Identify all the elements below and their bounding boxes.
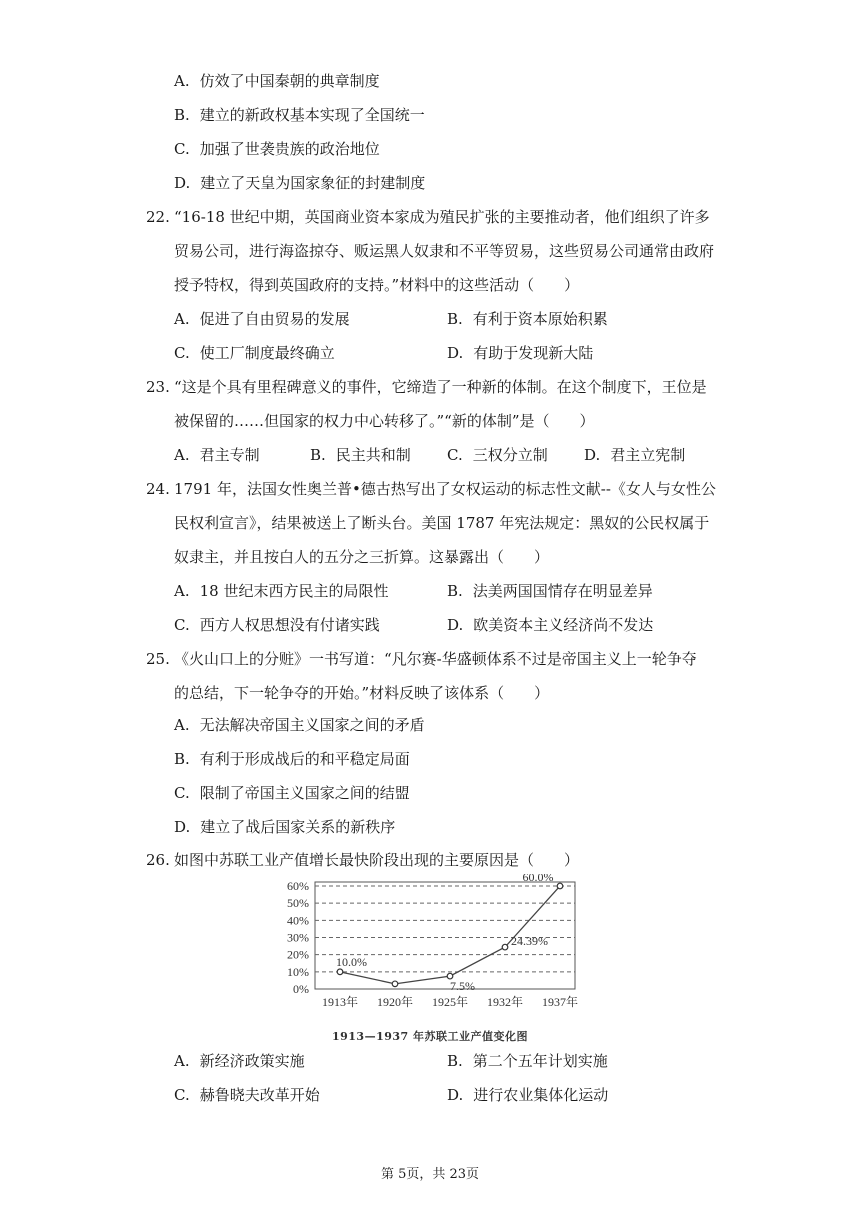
q24-option-a: A. 18 世纪末西方民主的局限性 [174,582,389,600]
q25-option-a-text: 无法解决帝国主义国家之间的矛盾 [199,716,425,734]
q21-option-c-text: 加强了世袭贵族的政治地位 [199,140,380,158]
q22-option-a-text: 促进了自由贸易的发展 [199,310,350,328]
chart-x-tick-label: 1920年 [376,995,414,1009]
q23-option-b: B. 民主共和制 [310,446,411,464]
chart-x-tick-label: 1937年 [541,995,579,1009]
chart-data-point [392,981,398,987]
industrial-output-line-chart [270,874,590,1024]
q21-option-d: D. 建立了天皇为国家象征的封建制度 [174,174,426,192]
q21-option-a-text: 仿效了中国秦朝的典章制度 [199,72,380,90]
q24-option-c-text: 西方人权思想没有付诸实践 [199,616,380,634]
q21-option-c: C. 加强了世袭贵族的政治地位 [174,140,380,158]
q24-option-b: B. 法美两国国情存在明显差异 [447,582,653,600]
q25-number: 25. [146,650,170,668]
q22-option-c: C. 使工厂制度最终确立 [174,344,335,362]
q25-stem-line: 的总结，下一轮争夺的开始。”材料反映了该体系（ ） [174,684,550,702]
chart-y-tick-label: 10% [287,964,309,979]
q22-stem-line: “16-18 世纪中期，英国商业资本家成为殖民扩张的主要推动者，他们组织了许多 [174,208,710,226]
q23-option-b-text: 民主共和制 [335,446,411,464]
q21-option-b: B. 建立的新政权基本实现了全国统一 [174,106,425,124]
q22-stem-line: 授予特权，得到英国政府的支持。”材料中的这些活动（ ） [174,276,580,294]
q21-option-a: A. 仿效了中国秦朝的典章制度 [174,72,380,90]
q24-stem-line: 奴隶主，并且按白人的五分之三折算。这暴露出（ ） [174,548,550,566]
chart-x-tick-label: 1932年 [486,995,524,1009]
q26-option-a: A. 新经济政策实施 [174,1052,305,1070]
q25-option-b-text: 有利于形成战后的和平稳定局面 [199,750,410,768]
q22-option-b-text: 有利于资本原始积累 [472,310,608,328]
q21-option-b-text: 建立的新政权基本实现了全国统一 [199,106,425,124]
q23-option-d-text: 君主立宪制 [610,446,686,464]
q25-option-d: D. 建立了战后国家关系的新秩序 [174,818,396,836]
chart-data-label: 10.0% [336,954,367,969]
q25-option-c-text: 限制了帝国主义国家之间的结盟 [199,784,410,802]
chart-data-label: 7.5% [450,979,475,994]
q23-stem-line: 被保留的……但国家的权力中心转移了。”“新的体制”是（ ） [174,412,595,430]
q25-option-b: B. 有利于形成战后的和平稳定局面 [174,750,410,768]
q25-option-a: A. 无法解决帝国主义国家之间的矛盾 [174,716,425,734]
q23-option-c: C. 三权分立制 [447,446,548,464]
chart-data-label: 60.0% [522,874,554,884]
q22-option-c-text: 使工厂制度最终确立 [199,344,335,362]
q26-stem-line: 如图中苏联工业产值增长最快阶段出现的主要原因是（ ） [174,851,580,869]
q26-option-b: B. 第二个五年计划实施 [447,1052,608,1070]
q24-option-a-text: 18 世纪末西方民主的局限性 [199,582,389,600]
q24-stem-line: 1791 年，法国女性奥兰普•德古热写出了女权运动的标志性文献--《女人与女性公 [174,480,716,498]
q23-stem-line: “这是个具有里程碑意义的事件，它缔造了一种新的体制。在这个制度下，王位是 [174,378,707,396]
chart-data-point [502,944,508,950]
q22-option-d: D. 有助于发现新大陆 [447,344,594,362]
q23-option-c-text: 三权分立制 [472,446,548,464]
q24-option-d: D. 欧美资本主义经济尚不发达 [447,616,654,634]
q26-option-a-text: 新经济政策实施 [199,1052,305,1070]
q25-option-c: C. 限制了帝国主义国家之间的结盟 [174,784,410,802]
q22-number: 22. [146,208,170,226]
chart-data-point [337,969,343,975]
chart-y-tick-label: 40% [287,913,309,928]
q22-option-a: A. 促进了自由贸易的发展 [174,310,350,328]
chart-y-tick-label: 0% [293,982,309,996]
chart-data-point [557,883,563,889]
q24-number: 24. [146,480,170,498]
q24-option-c: C. 西方人权思想没有付诸实践 [174,616,380,634]
q24-option-d-text: 欧美资本主义经济尚不发达 [473,616,654,634]
chart-data-label: 24.39% [511,934,548,949]
chart-y-tick-label: 20% [287,947,309,962]
q26-option-c: C. 赫鲁晓夫改革开始 [174,1086,320,1104]
q24-option-b-text: 法美两国国情存在明显差异 [472,582,653,600]
q26-option-d-text: 进行农业集体化运动 [473,1086,609,1104]
chart-caption: 1913—1937 年苏联工业产值变化图 [331,1030,529,1043]
q25-option-d-text: 建立了战后国家关系的新秩序 [200,818,396,836]
chart-y-tick-label: 30% [287,930,309,945]
q24-stem-line: 民权利宣言》，结果被送上了断头台。美国 1787 年宪法规定：黑奴的公民权属于 [174,514,710,532]
chart-y-tick-label: 60% [287,879,309,893]
chart-x-tick-label: 1913年 [321,995,359,1009]
q26-option-b-text: 第二个五年计划实施 [472,1052,608,1070]
q23-number: 23. [146,378,170,396]
q23-option-d: D. 君主立宪制 [584,446,686,464]
q26-option-c-text: 赫鲁晓夫改革开始 [199,1086,320,1104]
chart-y-tick-label: 50% [287,896,309,911]
q23-option-a-text: 君主专制 [199,446,260,464]
chart-x-tick-label: 1925年 [431,995,469,1009]
q22-option-b: B. 有利于资本原始积累 [447,310,608,328]
q21-option-d-text: 建立了天皇为国家象征的封建制度 [200,174,426,192]
q23-option-a: A. 君主专制 [174,446,260,464]
q22-option-d-text: 有助于发现新大陆 [473,344,594,362]
chart-data-point [447,973,453,979]
page-footer: 第 5页，共 23页 [380,1167,480,1182]
q26-option-d: D. 进行农业集体化运动 [447,1086,609,1104]
q26-number: 26. [146,851,170,869]
q22-stem-line: 贸易公司，进行海盗掠夺、贩运黑人奴隶和不平等贸易，这些贸易公司通常由政府 [174,242,715,260]
q25-stem-line: 《火山口上的分赃》一书写道：“凡尔赛-华盛顿体系不过是帝国主义上一轮争夺 [174,650,697,668]
